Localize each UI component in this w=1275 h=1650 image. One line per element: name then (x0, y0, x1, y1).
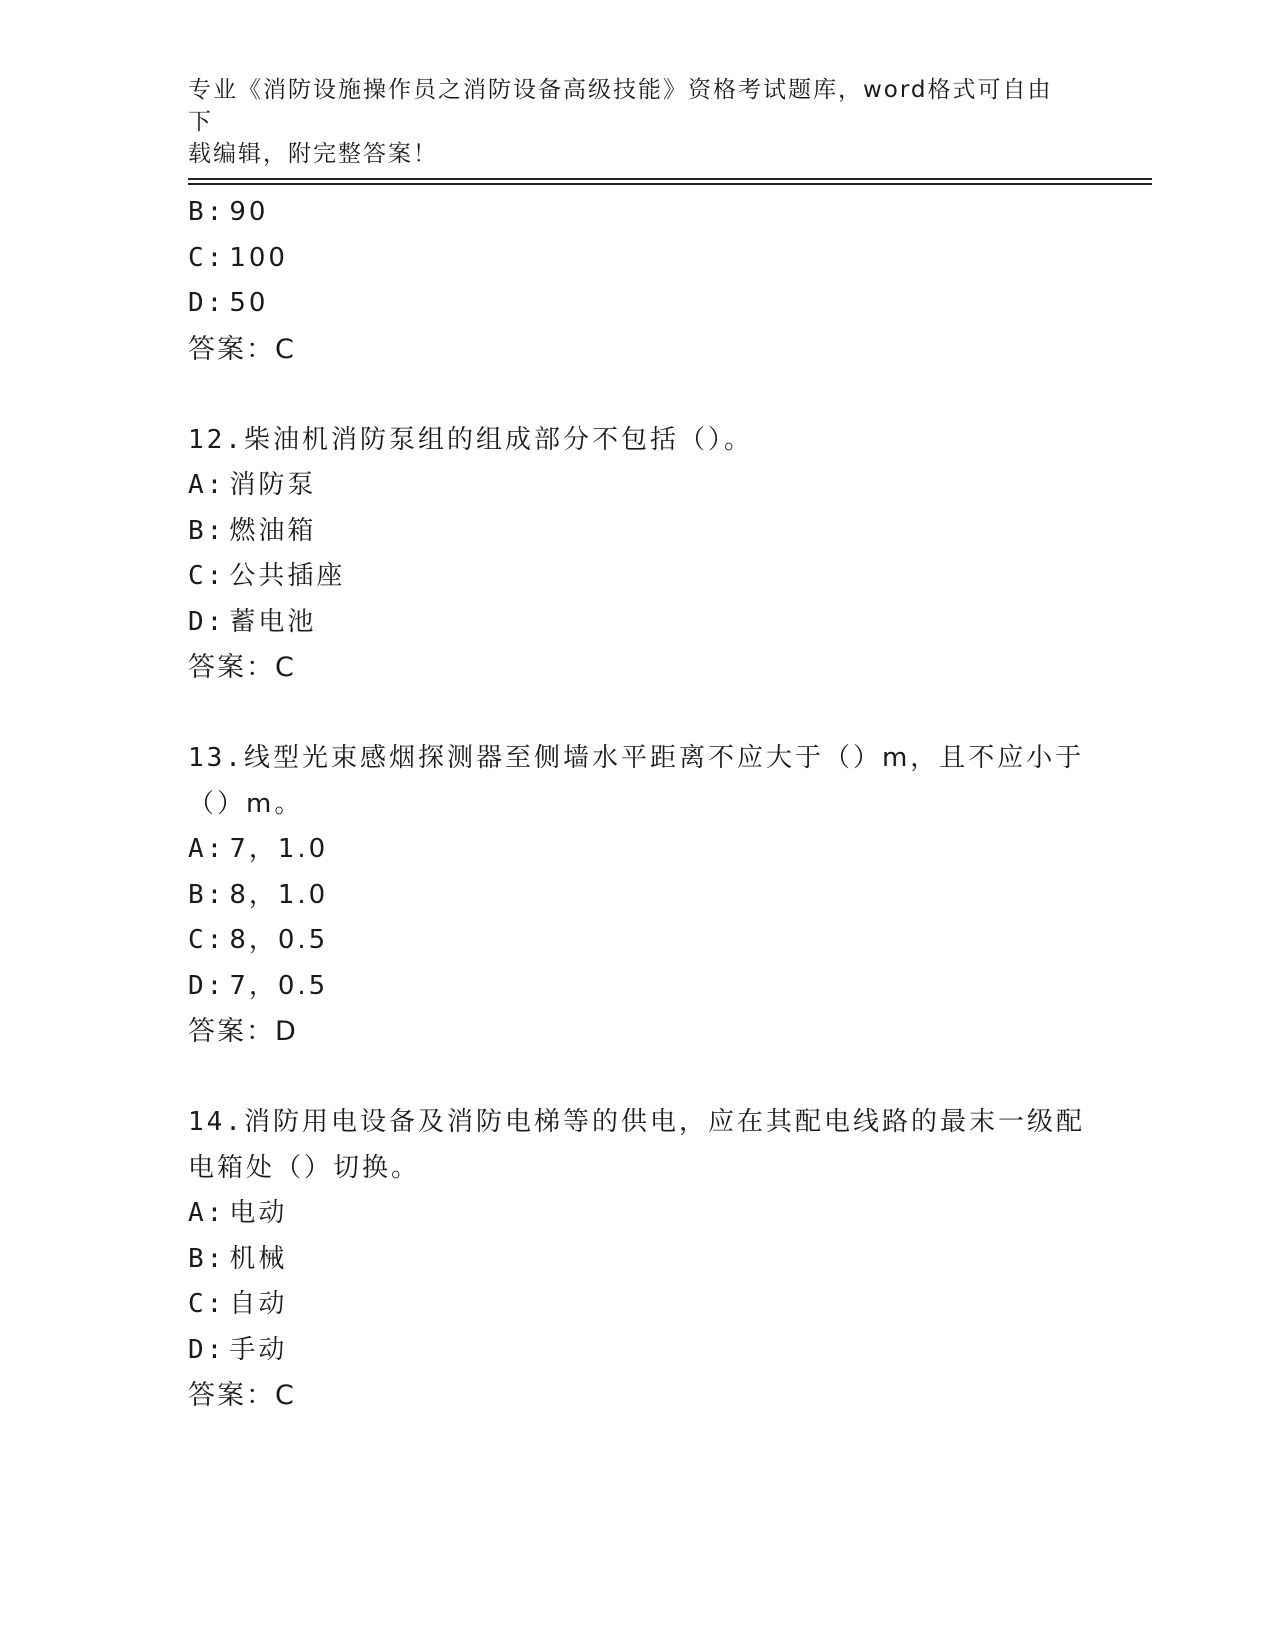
option-text: 7，1.0 (229, 834, 329, 864)
question-number: 12. (188, 424, 244, 455)
question-body: 线型光束感烟探测器至侧墙水平距离不应大于（）m，且不应小于 (243, 743, 1085, 773)
option-text: 电动 (229, 1198, 288, 1228)
option-key: D: (188, 288, 226, 318)
option-c (188, 918, 1088, 964)
option-key: B: (188, 515, 226, 546)
option-text: 消防泵 (229, 470, 317, 500)
option-text: 8，1.0 (229, 879, 329, 910)
header-title-line-1: 专业《消防设施操作员之消防设备高级技能》资格考试题库，word格式可自由下 (188, 77, 1053, 135)
question-text-line-2: 电箱处（）切换。 (188, 1152, 421, 1183)
spacer (188, 1055, 1088, 1101)
header-rule-bottom (188, 183, 1152, 185)
question-13 (188, 736, 1088, 1055)
question-text-line-2: （）m。 (188, 788, 304, 819)
answer-line: 答案：D (188, 1016, 298, 1047)
question-number: 13. (188, 743, 244, 773)
option-text: 100 (229, 242, 288, 273)
option-c (188, 236, 1088, 282)
option-d (188, 1328, 1088, 1374)
option-text: 自动 (229, 1289, 288, 1319)
option-d (188, 281, 1088, 327)
option-text: 蓄电池 (229, 606, 317, 637)
option-key: D: (188, 606, 226, 637)
option-d (188, 600, 1088, 646)
option-a (188, 463, 1088, 509)
option-key: C: (188, 1289, 226, 1319)
option-b (188, 1237, 1088, 1283)
option-text: 8，0.5 (229, 925, 329, 955)
option-text: 公共插座 (229, 561, 346, 591)
answer-line: 答案：C (188, 652, 296, 683)
option-text: 7，0.5 (229, 970, 329, 1001)
option-text: 50 (229, 288, 269, 318)
option-a (188, 827, 1088, 873)
option-key: B: (188, 197, 226, 227)
header-rule-top (188, 178, 1152, 180)
question-text-line-1 (188, 1100, 1088, 1146)
option-b (188, 873, 1088, 919)
option-b (188, 190, 1088, 236)
question-text (188, 418, 1088, 464)
question-14 (188, 1100, 1088, 1419)
option-a (188, 1191, 1088, 1237)
option-key: B: (188, 1243, 226, 1274)
header-title-line-2: 载编辑，附完整答案！ (188, 141, 438, 167)
option-c (188, 554, 1088, 600)
option-key: B: (188, 879, 226, 910)
option-key: C: (188, 925, 226, 955)
answer-line: 答案：C (188, 1380, 296, 1411)
document-header (188, 74, 1068, 170)
question-body: 柴油机消防泵组的组成部分不包括（）。 (243, 424, 753, 455)
question-list (188, 190, 1088, 1419)
question-number: 14. (188, 1107, 244, 1137)
question-body: 消防用电设备及消防电梯等的供电，应在其配电线路的最末一级配 (243, 1107, 1085, 1137)
option-key: C: (188, 561, 226, 591)
option-text: 机械 (229, 1243, 288, 1274)
option-key: A: (188, 834, 226, 864)
question-12 (188, 418, 1088, 691)
question-text-line-1 (188, 736, 1088, 782)
spacer (188, 691, 1088, 737)
option-b (188, 509, 1088, 555)
option-key: D: (188, 970, 226, 1001)
option-text: 手动 (229, 1334, 288, 1365)
prev-question (188, 190, 1088, 372)
option-d (188, 964, 1088, 1010)
option-key: A: (188, 1198, 226, 1228)
option-key: C: (188, 242, 226, 273)
option-text: 燃油箱 (229, 515, 317, 546)
spacer (188, 372, 1088, 418)
answer-line: 答案：C (188, 333, 296, 365)
option-c (188, 1282, 1088, 1328)
option-key: A: (188, 470, 226, 500)
option-key: D: (188, 1334, 226, 1365)
option-text: 90 (229, 197, 269, 227)
